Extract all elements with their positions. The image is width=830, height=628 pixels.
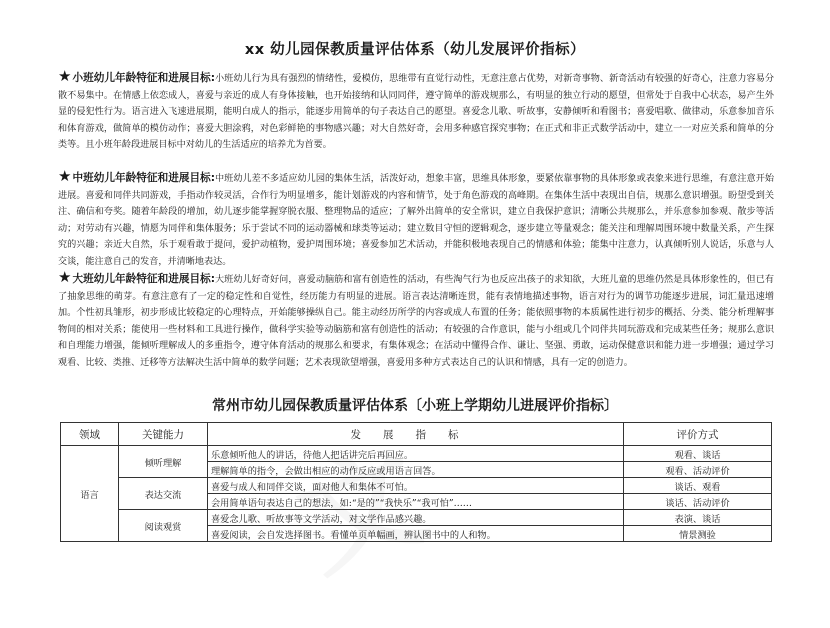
method-cell: 表演、谈话	[624, 510, 772, 526]
indicator-cell: 会用简单语句表达自己的想法，如:“是的”“我快乐”“我可怕”……	[208, 494, 624, 510]
table-title: 常州市幼儿园保教质量评估体系〔小班上学期幼儿进展评价指标〕	[212, 398, 618, 414]
table-row	[61, 478, 772, 494]
indicator-cell: 乐意倾听他人的讲话，待他人把话讲完后再回应。	[208, 446, 624, 462]
header-method: 评价方式	[624, 423, 772, 446]
method-cell: 观看、谈话	[624, 446, 772, 462]
section-heading: 大班幼儿年龄特征和进展目标:	[72, 273, 215, 285]
star-icon: ★	[58, 268, 72, 286]
section-middle-class	[58, 168, 774, 270]
section-body: 大班幼儿好奇好问，喜爱动脑筋和富有创造性的活动，有些淘气行为也反应出孩子的求知欲，大班儿童的思维仍然是具体形象性的，但已有了抽象思维的萌芽。有意注意有了一定的稳定性和自觉性，经历能力有明显的进展。语言表达清晰连贯，能有表情地描述事物，语言对行为的调节功能逐步进展，词汇量迅速增加。个性初具雏形，初步形成比较稳定的心理特点，开始能够操纵自己。能主动经历所学的内容或成人布置的任务；能依照事物的本质属性进行初步的概括、分类、能分析理解事物间的相对关系；能使用一些材料和工具进行操作，做科学实验等动脑筋和富有创造性的活动；有较强的合作意识，能与小组或几个同伴共同玩游戏和完成某些任务；规那么意识和自理能力增强，能倾听理解成人的多重指令，遵守体育活动的规那么和要求，有集体观念；在活动中懂得合作、谦让、坚强、勇敢，运动保健意识和能力进一步增强；通过学习观看、比较、类推、迁移等方法解决生活中简单的数学问题；艺术表现欲望增强，喜爱用多种方式表达自己的认识和情感，具有一定的创造力。	[58, 275, 774, 368]
ability-cell: 表达交流	[119, 478, 208, 510]
section-heading: 中班幼儿年龄特征和进展目标:	[72, 172, 215, 184]
ability-cell: 阅读观赏	[119, 510, 208, 542]
section-large-class	[58, 269, 774, 371]
indicator-cell: 喜爱阅读，会自发选择图书。看懂单页单幅画，辨认图书中的人和物。	[208, 526, 624, 542]
section-body: 中班幼儿差不多适应幼儿园的集体生活，活泼好动，想象丰富，思维具体形象，要紧依靠事物的具体形象或表象来进行思维，有意注意开始进展。喜爱和同伴共同游戏，手指动作较灵活，合作行为明显增多，能计划游戏的内容和情节，处于角色游戏的高峰期。在集体生活中表现出自信，规那么意识增强。盼望受到关注、确信和夸奖。随着年龄段的增加，幼儿逐步能掌握穿脱衣服、整理物品的适应；了解外出简单的安全常识，建立自我保护意识；清晰公共规那么，并乐意参加参观、散步等活动；对劳动有兴趣，情愿为同伴和集体服务；乐于尝试不同的运动器械和球类等运动；建立数目守恒的逻辑观念，逐步建立等量观念；能关注和理解周围环境中数量关系，产生探究的兴趣；亲近大自然，乐于观看敢于提问，爱护动植物，爱护周围环境；喜爱参加艺术活动，并能积极地表现自己的情感和体验；能集中注意力，认真倾听别人说话，乐意与人交谈，能注意自己的发音，并清晰地表达。	[58, 174, 774, 267]
domain-cell: 语言	[61, 446, 119, 542]
method-cell: 情景测验	[624, 526, 772, 542]
table-header-row	[61, 423, 772, 446]
section-heading: 小班幼儿年龄特征和进展目标:	[72, 72, 215, 84]
indicator-cell: 理解简单的指令，会做出相应的动作反应或用语言回答。	[208, 462, 624, 478]
indicator-cell: 喜爱与成人和同伴交谈，面对他人和集体不可怕。	[208, 478, 624, 494]
ability-cell: 倾听理解	[119, 446, 208, 478]
header-domain: 领域	[61, 423, 119, 446]
evaluation-table	[60, 422, 772, 542]
header-indicator: 发展指标	[208, 423, 624, 446]
section-body: 小班幼儿行为具有强烈的情绪性，爱模仿，思维带有直觉行动性，无意注意占优势，对新奇事物、新奇活动有较强的好奇心，注意力容易分散不易集中。在情感上依恋成人，喜爱与亲近的成人有身体接触，也开始接纳和认同同伴，遵守简单的游戏规那么，有明显的独立行动的愿望，但常处于自我中心状态，易产生外显的侵犯性行为。语言进入飞速进展期，能明白成人的指示，能逐步用简单的句子表达自己的愿望。喜爱念儿歌、听故事，安静倾听和看图书；喜爱唱歌、做律动，乐意参加音乐和体育游戏，做简单的模仿动作；喜爱大胆涂鸦，对色彩鲜艳的事物感兴趣；对大自然好奇，会用多种感官探究事物；在正式和非正式数学活动中，建立一一对应关系和简单的分类等。且小班年龄段进展目标中对幼儿的生活适应的培养尤为首要。	[58, 74, 774, 151]
indicator-cell: 喜爱念儿歌、听故事等文学活动，对文学作品感兴趣。	[208, 510, 624, 526]
method-cell: 谈话、活动评价	[624, 494, 772, 510]
section-small-class	[58, 68, 774, 154]
method-cell: 观看、活动评价	[624, 462, 772, 478]
table-row	[61, 446, 772, 462]
table-row	[61, 510, 772, 526]
star-icon: ★	[58, 167, 72, 185]
star-icon: ★	[58, 67, 72, 85]
header-ability: 关键能力	[119, 423, 208, 446]
method-cell: 谈话、观看	[624, 478, 772, 494]
document-title: xx 幼儿园保教质量评估体系（幼儿发展评价指标）	[244, 42, 586, 58]
